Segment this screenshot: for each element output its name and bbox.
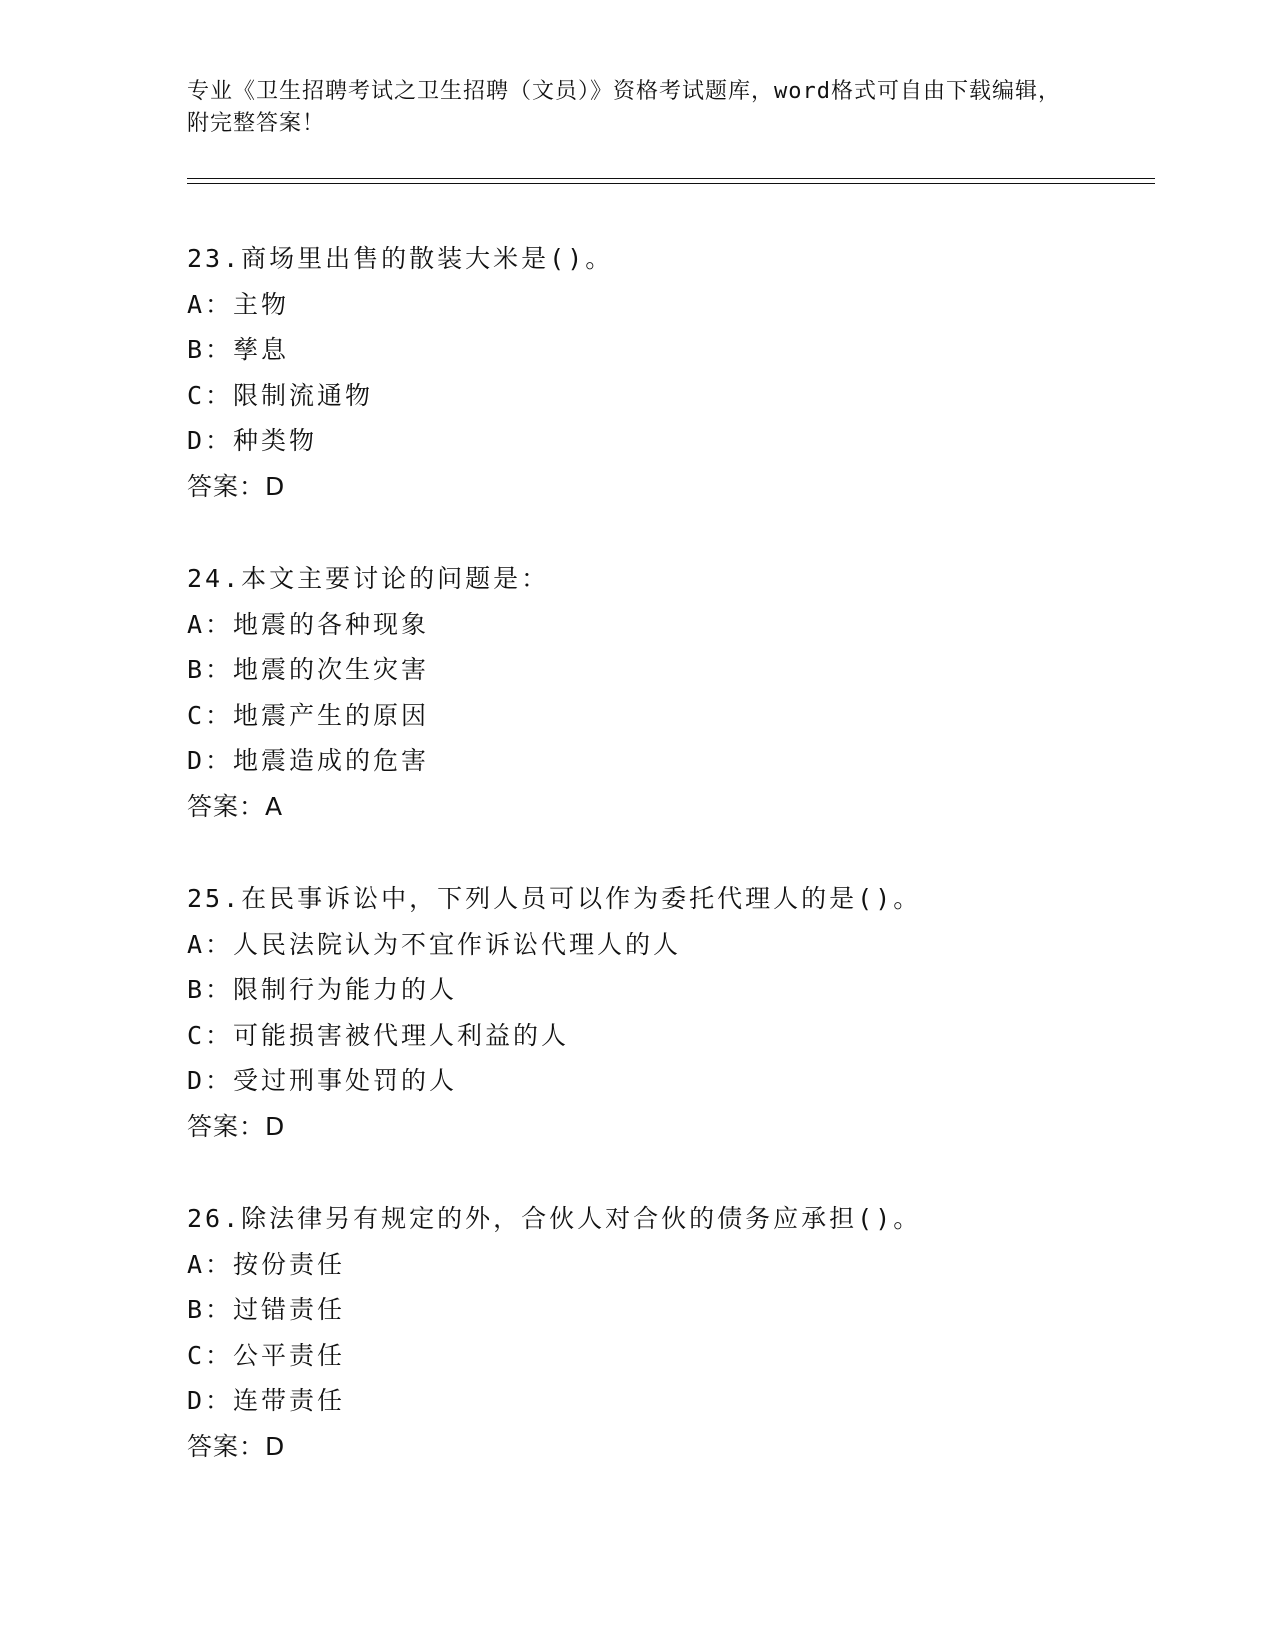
document-header-note: 专业《卫生招聘考试之卫生招聘（文员）》资格考试题库，word格式可自由下载编辑，附完整答案！	[187, 79, 1061, 136]
option-d: D：连带责任	[187, 1386, 346, 1415]
header-divider-bottom	[187, 183, 1155, 184]
option-d: D：种类物	[187, 426, 318, 455]
question-stem: 24.本文主要讨论的问题是：	[187, 564, 550, 593]
option-c: C：限制流通物	[187, 380, 374, 410]
option-d: D：受过刑事处罚的人	[187, 1066, 458, 1095]
answer-label: 答案：D	[187, 1111, 286, 1141]
option-d: D：地震造成的危害	[187, 746, 430, 775]
option-a: A：按份责任	[187, 1249, 346, 1279]
answer-label: 答案：D	[187, 471, 286, 501]
question-stem: 23.商场里出售的散装大米是()。	[187, 244, 614, 273]
option-b: B：孳息	[187, 335, 290, 364]
option-b: B：限制行为能力的人	[187, 975, 458, 1004]
question-list	[187, 236, 1147, 1516]
question-26	[187, 1196, 1147, 1516]
option-b: B：地震的次生灾害	[187, 655, 430, 684]
option-a: A：主物	[187, 289, 290, 319]
answer-label: 答案：A	[187, 791, 284, 821]
question-stem: 26.除法律另有规定的外，合伙人对合伙的债务应承担()。	[187, 1204, 922, 1233]
question-25	[187, 876, 1147, 1196]
option-a: A：地震的各种现象	[187, 609, 430, 639]
option-c: C：公平责任	[187, 1340, 346, 1370]
question-24	[187, 556, 1147, 876]
option-c: C：地震产生的原因	[187, 700, 430, 730]
header-divider-top	[187, 178, 1155, 179]
answer-label: 答案：D	[187, 1431, 286, 1461]
question-23	[187, 236, 1147, 556]
option-a: A：人民法院认为不宜作诉讼代理人的人	[187, 929, 682, 959]
option-b: B：过错责任	[187, 1295, 346, 1324]
question-stem: 25.在民事诉讼中，下列人员可以作为委托代理人的是()。	[187, 884, 922, 913]
option-c: C：可能损害被代理人利益的人	[187, 1020, 570, 1050]
